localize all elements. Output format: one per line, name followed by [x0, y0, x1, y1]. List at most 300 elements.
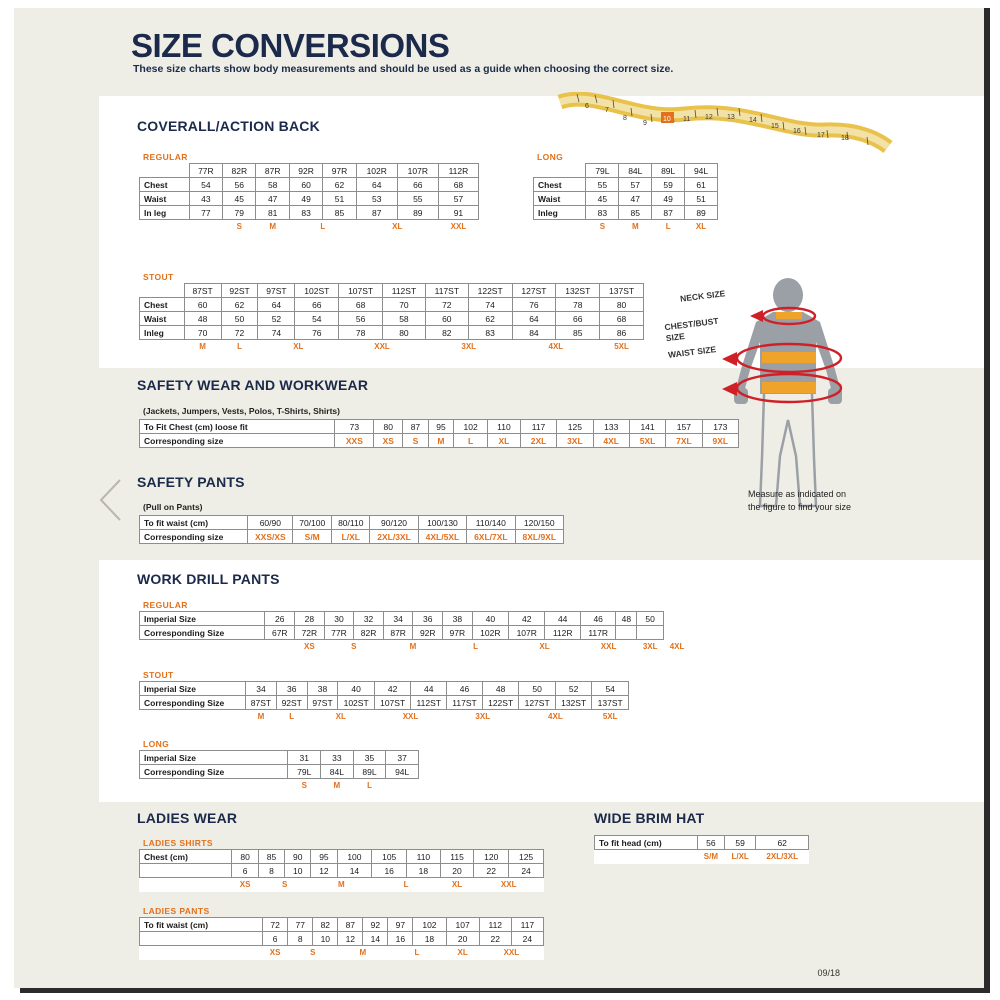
- label-coverall-long: LONG: [537, 152, 564, 162]
- data-cell: 87: [356, 206, 397, 220]
- data-cell: 102: [454, 420, 488, 434]
- table-safetypants: [139, 515, 564, 544]
- svg-text:8: 8: [623, 115, 627, 122]
- data-cell: 141: [629, 420, 665, 434]
- data-cell: 117ST: [447, 696, 483, 710]
- data-cell: 72R: [295, 626, 325, 640]
- data-cell: 84L: [619, 164, 652, 178]
- row-header-cell: Inleg: [140, 326, 185, 340]
- table-row: [140, 420, 739, 434]
- svg-text:18: 18: [841, 135, 849, 142]
- row-header-cell: Chest: [140, 298, 185, 312]
- label-ladies-pants: LADIES PANTS: [143, 906, 210, 916]
- data-cell: 107R: [509, 626, 545, 640]
- svg-text:15: 15: [771, 123, 779, 130]
- data-cell: M: [409, 642, 417, 652]
- table-row: [140, 946, 544, 960]
- data-cell: 22: [474, 864, 509, 878]
- data-cell: 112ST: [383, 284, 426, 298]
- body-figure-diagram: [700, 270, 880, 520]
- data-cell: 50: [519, 682, 556, 696]
- data-cell: 112: [479, 918, 511, 932]
- data-cell: 80/110: [332, 516, 370, 530]
- row-header-cell: To fit head (cm): [595, 836, 698, 850]
- data-cell: L: [289, 712, 295, 722]
- label-workdrill-regular: REGULAR: [143, 600, 188, 610]
- data-cell: 26: [265, 612, 295, 626]
- data-cell: S/M: [293, 530, 332, 544]
- table-row: [140, 612, 691, 626]
- data-cell: L: [320, 222, 326, 232]
- table-row: [140, 640, 691, 654]
- row-header-cell: Corresponding Size: [140, 696, 246, 710]
- data-cell: 125: [509, 850, 544, 864]
- data-cell: 73: [335, 420, 374, 434]
- data-cell: 64: [258, 298, 295, 312]
- data-cell: XXL: [402, 712, 419, 722]
- data-cell: 115: [440, 850, 474, 864]
- svg-text:17: 17: [817, 132, 825, 139]
- data-cell: 20: [446, 932, 479, 946]
- data-cell: XXS: [335, 434, 374, 448]
- data-cell: 40: [338, 682, 375, 696]
- data-cell: 107ST: [374, 696, 411, 710]
- data-cell: 48: [616, 612, 637, 626]
- table-row: [140, 312, 644, 326]
- data-cell: 42: [374, 682, 411, 696]
- data-cell: [616, 626, 637, 640]
- table-row: [140, 918, 544, 932]
- data-cell: 77R: [189, 164, 222, 178]
- section-title-workdrill: WORK DRILL PANTS: [137, 571, 280, 587]
- data-cell: 3XL: [557, 434, 593, 448]
- data-cell: L: [665, 222, 671, 232]
- data-cell: 77: [288, 918, 313, 932]
- label-coverall-stout: STOUT: [143, 272, 174, 282]
- data-cell: 173: [702, 420, 738, 434]
- data-cell: 57: [438, 192, 478, 206]
- data-cell: 70: [184, 326, 221, 340]
- table-row: [534, 178, 718, 192]
- data-cell: 110/140: [467, 516, 515, 530]
- data-cell: M: [428, 434, 454, 448]
- data-cell: 83: [468, 326, 512, 340]
- data-cell: 66: [295, 298, 339, 312]
- data-cell: 110: [488, 420, 521, 434]
- data-cell: S/M: [703, 852, 718, 862]
- table-row: [140, 682, 629, 696]
- data-cell: 90/120: [370, 516, 418, 530]
- data-cell: 55: [397, 192, 438, 206]
- data-cell: 49: [652, 192, 685, 206]
- data-cell: 87: [652, 206, 685, 220]
- data-cell: 36: [413, 612, 443, 626]
- data-cell: 49: [289, 192, 322, 206]
- data-cell: 83: [586, 206, 619, 220]
- data-cell: 30: [324, 612, 354, 626]
- data-cell: 127ST: [512, 284, 556, 298]
- data-cell: 12: [311, 864, 337, 878]
- data-cell: [140, 220, 190, 234]
- figure-label-neck: NECK SIZE: [679, 288, 726, 304]
- data-cell: 8: [288, 932, 313, 946]
- data-cell: 90: [285, 850, 311, 864]
- data-cell: 95: [311, 850, 337, 864]
- data-cell: 3XL: [475, 712, 491, 722]
- data-cell: M: [359, 948, 367, 958]
- table-widebrimhat: [594, 835, 809, 864]
- data-cell: 70: [383, 298, 426, 312]
- data-cell: 44: [545, 612, 581, 626]
- data-cell: XXL: [500, 880, 517, 890]
- data-cell: 89L: [652, 164, 685, 178]
- data-cell: L: [237, 342, 242, 352]
- data-cell: XXL: [450, 222, 467, 232]
- table-row: [140, 220, 479, 234]
- data-cell: 137ST: [592, 696, 629, 710]
- data-cell: 10: [285, 864, 311, 878]
- data-cell: 50: [637, 612, 664, 626]
- data-cell: 57: [619, 178, 652, 192]
- data-cell: 64: [512, 312, 556, 326]
- data-cell: 45: [586, 192, 619, 206]
- data-cell: S: [351, 642, 357, 652]
- data-cell: 89L: [353, 765, 386, 779]
- data-cell: 60/90: [248, 516, 293, 530]
- data-cell: M: [631, 222, 639, 232]
- data-cell: 80: [374, 420, 403, 434]
- note-safetywear: (Jackets, Jumpers, Vests, Polos, T-Shirts, Shirts): [143, 406, 340, 416]
- data-cell: [637, 626, 664, 640]
- data-cell: 86: [600, 326, 644, 340]
- data-cell: 122ST: [468, 284, 512, 298]
- left-arrow-icon: [98, 478, 124, 522]
- row-header-cell: Chest: [140, 178, 190, 192]
- svg-text:10: 10: [663, 116, 671, 123]
- data-cell: 70/100: [293, 516, 332, 530]
- table-row: [140, 850, 544, 864]
- page-title: SIZE CONVERSIONS: [131, 27, 450, 64]
- table-row: [140, 516, 564, 530]
- page-subtitle: These size charts show body measurements and should be used as a guide when choosing the correct size.: [133, 63, 674, 75]
- data-cell: 6: [232, 864, 259, 878]
- data-cell: 112R: [545, 626, 581, 640]
- row-header-cell: Waist: [140, 192, 190, 206]
- data-cell: S: [403, 434, 429, 448]
- data-cell: 53: [356, 192, 397, 206]
- data-cell: XS: [239, 880, 251, 890]
- row-header-cell: To fit waist (cm): [140, 918, 263, 932]
- data-cell: 102ST: [295, 284, 339, 298]
- data-cell: 18: [413, 932, 446, 946]
- table-row: [534, 164, 718, 178]
- data-cell: 7XL: [666, 434, 702, 448]
- data-cell: 33: [321, 751, 354, 765]
- data-cell: M: [333, 781, 341, 791]
- table-row: [140, 284, 644, 298]
- data-cell: 58: [256, 178, 289, 192]
- data-cell: [386, 779, 419, 793]
- data-cell: 68: [438, 178, 478, 192]
- data-cell: 100/130: [418, 516, 466, 530]
- data-cell: 14: [363, 932, 388, 946]
- bottom-page-edge: [20, 988, 990, 993]
- data-cell: 72: [425, 298, 468, 312]
- data-cell: 4XL: [593, 434, 629, 448]
- data-cell: 16: [388, 932, 413, 946]
- data-cell: L: [414, 948, 420, 958]
- data-cell: 137ST: [600, 284, 644, 298]
- data-cell: L: [454, 434, 488, 448]
- data-cell: 83: [289, 206, 322, 220]
- data-cell: 60: [289, 178, 322, 192]
- data-cell: M: [257, 712, 265, 722]
- data-cell: M: [269, 222, 277, 232]
- data-cell: 59: [652, 178, 685, 192]
- data-cell: M: [337, 880, 345, 890]
- data-cell: 10: [313, 932, 338, 946]
- data-cell: 76: [512, 298, 556, 312]
- data-cell: 20: [440, 864, 474, 878]
- svg-text:9: 9: [643, 120, 647, 127]
- data-cell: 125: [557, 420, 593, 434]
- data-cell: 92: [363, 918, 388, 932]
- data-cell: 38: [443, 612, 473, 626]
- data-cell: XL: [451, 880, 463, 890]
- row-header-cell: Waist: [140, 312, 185, 326]
- data-cell: 97: [388, 918, 413, 932]
- data-cell: 87ST: [184, 284, 221, 298]
- data-cell: 117ST: [425, 284, 468, 298]
- data-cell: [140, 164, 190, 178]
- data-cell: 107ST: [339, 284, 383, 298]
- data-cell: 92ST: [221, 284, 258, 298]
- row-header-cell: Imperial Size: [140, 612, 265, 626]
- data-cell: 87: [338, 918, 363, 932]
- data-cell: XL: [539, 642, 550, 652]
- data-cell: 35: [353, 751, 386, 765]
- data-cell: XXL: [600, 642, 617, 652]
- table-row: [140, 779, 419, 793]
- row-header-cell: [140, 864, 232, 878]
- data-cell: L: [473, 642, 478, 652]
- table-row: [140, 864, 544, 878]
- svg-text:12: 12: [705, 114, 713, 121]
- data-cell: [265, 640, 295, 654]
- data-cell: 62: [221, 298, 258, 312]
- label-ladies-shirts: LADIES SHIRTS: [143, 838, 213, 848]
- data-cell: 85: [323, 206, 356, 220]
- data-cell: S: [281, 880, 288, 890]
- label-workdrill-long: LONG: [143, 739, 170, 749]
- data-cell: 45: [223, 192, 256, 206]
- data-cell: 78: [556, 298, 600, 312]
- data-cell: L/XL: [332, 530, 370, 544]
- data-cell: 47: [619, 192, 652, 206]
- data-cell: 47: [256, 192, 289, 206]
- table-row: [140, 878, 544, 892]
- data-cell: [534, 164, 586, 178]
- data-cell: 5XL: [602, 712, 618, 722]
- data-cell: 62: [323, 178, 356, 192]
- data-cell: L/XL: [731, 852, 749, 862]
- data-cell: XL: [293, 342, 304, 352]
- row-header-cell: [140, 932, 263, 946]
- section-title-ladies: LADIES WEAR: [137, 810, 238, 826]
- data-cell: 117: [520, 420, 556, 434]
- row-header-cell: Imperial Size: [140, 682, 246, 696]
- data-cell: 80: [383, 326, 426, 340]
- data-cell: 4XL/5XL: [418, 530, 466, 544]
- data-cell: 85: [556, 326, 600, 340]
- data-cell: 44: [411, 682, 447, 696]
- data-cell: XXL: [374, 342, 390, 352]
- section-title-safetywear: SAFETY WEAR AND WORKWEAR: [137, 377, 369, 393]
- data-cell: 14: [337, 864, 372, 878]
- table-row: [140, 696, 629, 710]
- svg-text:13: 13: [727, 114, 735, 121]
- data-cell: 5XL: [629, 434, 665, 448]
- data-cell: 89: [685, 206, 718, 220]
- data-cell: 102ST: [338, 696, 375, 710]
- data-cell: 87ST: [246, 696, 277, 710]
- right-page-edge: [984, 8, 990, 988]
- data-cell: 61: [685, 178, 718, 192]
- data-cell: 5XL: [614, 342, 629, 352]
- data-cell: 43: [189, 192, 222, 206]
- data-cell: S: [236, 222, 242, 232]
- row-header-cell: To fit waist (cm): [140, 516, 248, 530]
- data-cell: S: [599, 222, 606, 232]
- data-cell: 3XL: [642, 642, 658, 652]
- data-cell: 85: [258, 850, 284, 864]
- table-coverall-regular: [139, 163, 479, 234]
- data-cell: 102R: [356, 164, 397, 178]
- tape-measure-icon: [555, 92, 895, 162]
- row-header-cell: Imperial Size: [140, 751, 288, 765]
- row-header-cell: Corresponding size: [140, 434, 335, 448]
- data-cell: XXL: [503, 948, 520, 958]
- data-cell: 82: [425, 326, 468, 340]
- data-cell: 80: [600, 298, 644, 312]
- data-cell: 60: [425, 312, 468, 326]
- data-cell: XS: [304, 642, 315, 652]
- data-cell: 120: [474, 850, 509, 864]
- data-cell: 89: [397, 206, 438, 220]
- data-cell: [534, 220, 586, 234]
- data-cell: 34: [383, 612, 413, 626]
- data-cell: 52: [555, 682, 592, 696]
- table-row: [595, 836, 809, 850]
- data-cell: 74: [468, 298, 512, 312]
- table-row: [140, 626, 691, 640]
- row-header-cell: Corresponding Size: [140, 626, 265, 640]
- data-cell: 105: [372, 850, 407, 864]
- data-cell: XXS/XS: [248, 530, 293, 544]
- data-cell: 48: [482, 682, 519, 696]
- data-cell: 95: [428, 420, 454, 434]
- svg-text:11: 11: [683, 116, 691, 123]
- data-cell: 64: [356, 178, 397, 192]
- table-coverall-stout: [139, 283, 644, 354]
- data-cell: 97R: [443, 626, 473, 640]
- data-cell: 72: [221, 326, 258, 340]
- data-cell: 66: [556, 312, 600, 326]
- data-cell: 117R: [580, 626, 616, 640]
- data-cell: XL: [392, 222, 403, 232]
- data-cell: 62: [468, 312, 512, 326]
- data-cell: 122ST: [482, 696, 519, 710]
- row-header-cell: Corresponding Size: [140, 765, 288, 779]
- data-cell: 22: [479, 932, 511, 946]
- data-cell: 9XL: [702, 434, 738, 448]
- data-cell: [140, 878, 232, 892]
- data-cell: 59: [724, 836, 756, 850]
- data-cell: XL: [335, 712, 346, 722]
- data-cell: 34: [246, 682, 277, 696]
- data-cell: 51: [685, 192, 718, 206]
- section-title-safetypants: SAFETY PANTS: [137, 474, 245, 490]
- table-row: [534, 206, 718, 220]
- data-cell: 112R: [438, 164, 478, 178]
- data-cell: 74: [258, 326, 295, 340]
- left-color-band: [14, 8, 99, 988]
- data-cell: 48: [184, 312, 221, 326]
- data-cell: S: [301, 781, 307, 791]
- data-cell: 80: [232, 850, 259, 864]
- label-workdrill-stout: STOUT: [143, 670, 174, 680]
- table-row: [140, 192, 479, 206]
- data-cell: 6: [262, 932, 287, 946]
- svg-text:7: 7: [605, 107, 609, 114]
- data-cell: 91: [438, 206, 478, 220]
- label-coverall-regular: REGULAR: [143, 152, 188, 162]
- data-cell: 97ST: [307, 696, 338, 710]
- row-header-cell: Waist: [534, 192, 586, 206]
- data-cell: 54: [592, 682, 629, 696]
- data-cell: 92ST: [276, 696, 307, 710]
- data-cell: 62: [756, 836, 809, 850]
- figure-label-waist: WAIST SIZE: [667, 344, 717, 360]
- data-cell: 94L: [685, 164, 718, 178]
- table-row: [140, 206, 479, 220]
- data-cell: 46: [447, 682, 483, 696]
- data-cell: 42: [509, 612, 545, 626]
- data-cell: 2XL/3XL: [370, 530, 418, 544]
- data-cell: XL: [457, 948, 468, 958]
- data-cell: 100: [337, 850, 372, 864]
- data-cell: 85: [619, 206, 652, 220]
- data-cell: 40: [472, 612, 508, 626]
- table-row: [140, 340, 644, 354]
- svg-text:14: 14: [749, 117, 757, 124]
- data-cell: 87R: [383, 626, 413, 640]
- data-cell: 120/150: [515, 516, 563, 530]
- table-row: [140, 178, 479, 192]
- data-cell: 4XL: [548, 712, 563, 722]
- data-cell: 8: [258, 864, 284, 878]
- data-cell: 55: [586, 178, 619, 192]
- svg-text:6: 6: [585, 103, 589, 110]
- data-cell: [140, 779, 288, 793]
- data-cell: 2XL/3XL: [766, 852, 798, 862]
- data-cell: XS: [374, 434, 403, 448]
- table-row: [140, 164, 479, 178]
- data-cell: S: [310, 948, 316, 958]
- data-cell: XS: [269, 948, 281, 958]
- data-cell: 78: [339, 326, 383, 340]
- row-header-cell: Corresponding size: [140, 530, 248, 544]
